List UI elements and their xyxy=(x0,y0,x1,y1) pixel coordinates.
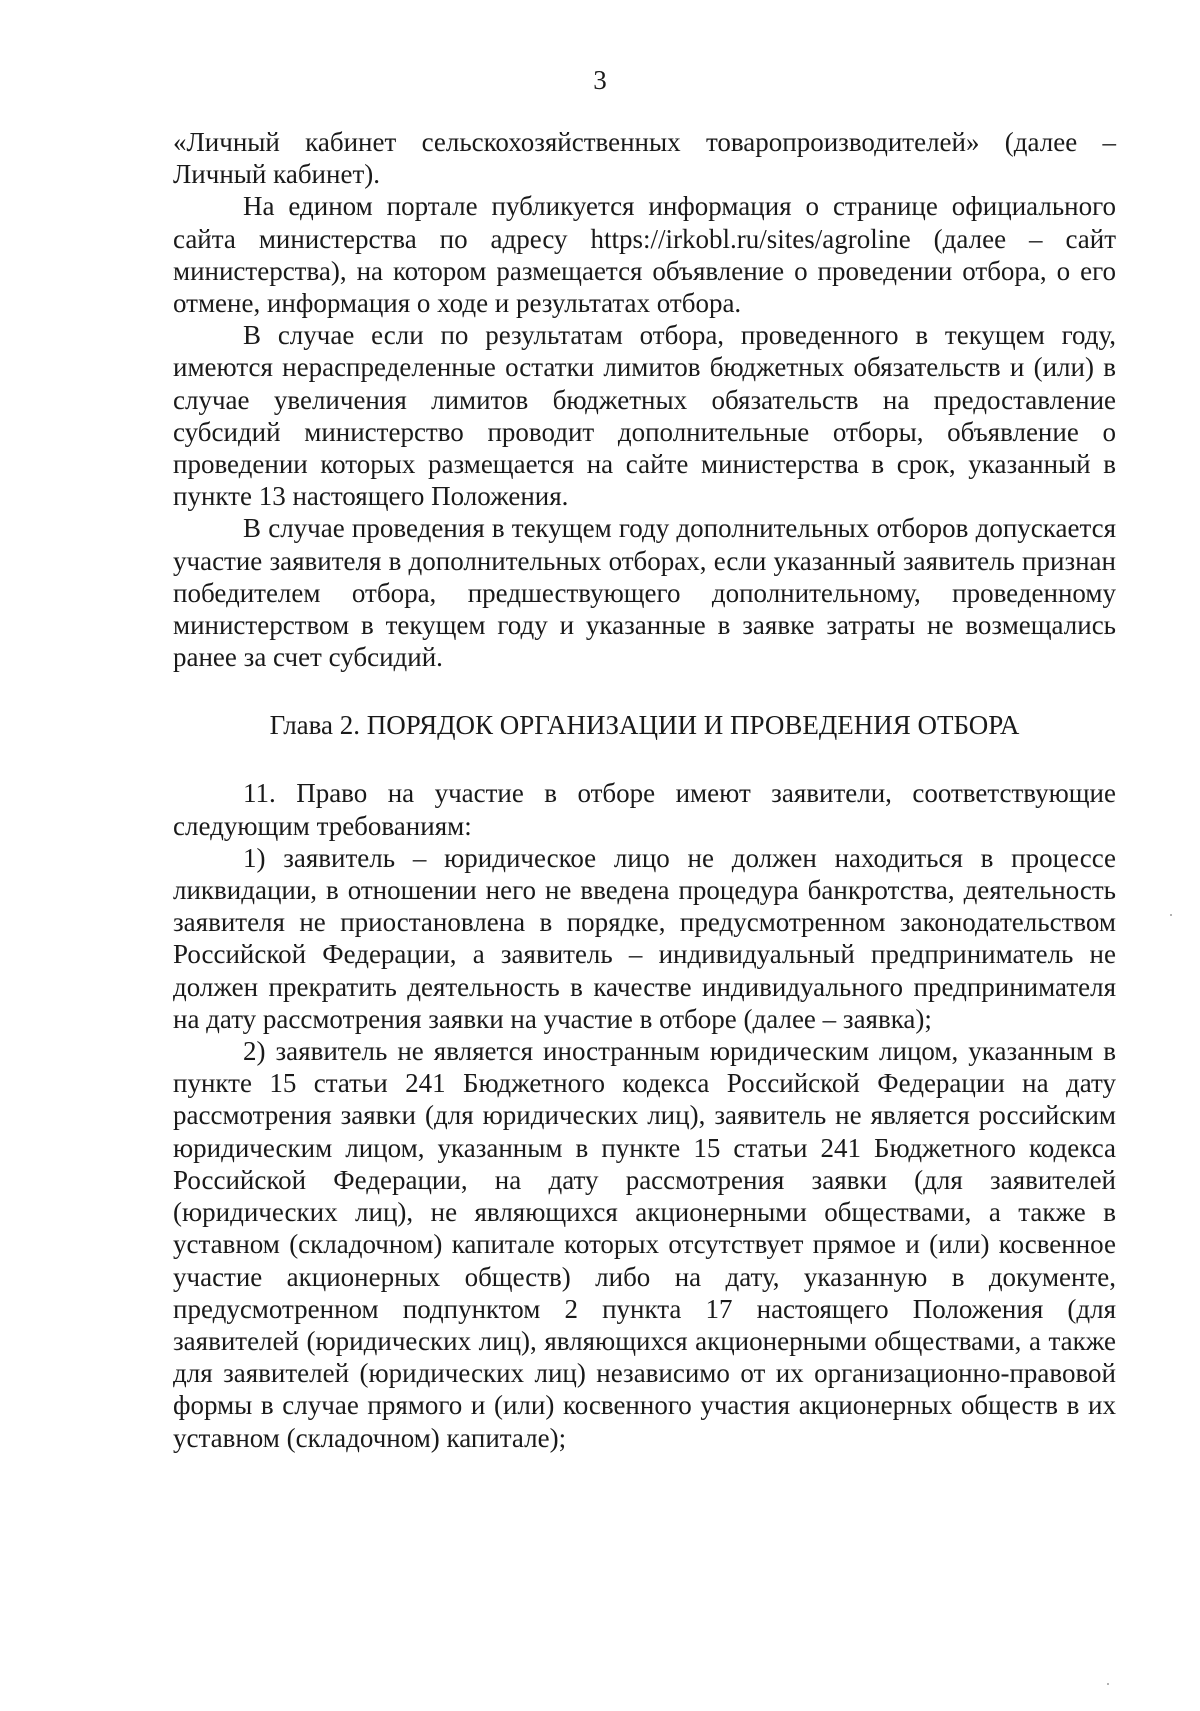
paragraph-participation: В случае проведения в текущем году дополнительных отборов допускается участие заявителя в дополнительных отборах, если указанный заявитель признан победителем отбора, предшествующего дополнительному, проведенному министерством в текущем году и указанные в заявке затраты не возмещались ранее за счет субсидий. xyxy=(173,513,1116,673)
scan-speck xyxy=(1170,914,1172,916)
paragraph-item-11: 11. Право на участие в отборе имеют заявители, соответствующие следующим требованиям: xyxy=(173,778,1116,841)
chapter-title: Глава 2. ПОРЯДОК ОРГАНИЗАЦИИ И ПРОВЕДЕНИЯ ОТБОРА xyxy=(269,710,1020,741)
page-number: 3 xyxy=(593,65,607,95)
paragraph-personal-cabinet: «Личный кабинет сельскохозяйственных товаропроизводителей» (далее – Личный кабинет). xyxy=(173,127,1116,190)
paragraph-subitem-1: 1) заявитель – юридическое лицо не должен находиться в процессе ликвидации, в отношении него не введена процедура банкротства, деятельность заявителя не приостановлена в порядке, предусмотренном законодательством Российской Федерации, а заявитель – индивидуальный предприниматель не должен прекратить деятельность в качестве индивидуального предпринимателя на дату рассмотрения заявки на участие в отборе (далее – заявка); xyxy=(173,842,1116,1034)
paragraph-subitem-2: 2) заявитель не является иностранным юридическим лицом, указанным в пункте 15 статьи 241 Бюджетного кодекса Российской Федерации на дату рассмотрения заявки (для юридических лиц), заявитель не является российским юридическим лицом, указанным в пункте 15 статьи 241 Бюджетного кодекса Российской Федерации, на дату рассмотрения заявки (для заявителей (юридических лиц), не являющихся акционерными обществами, а также в уставном (складочном) капитале которых отсутствует прямое и (или) косвенное участие акционерных обществ) либо на дату, указанную в документе, предусмотренном подпунктом 2 пункта 17 настоящего Положения (для заявителей (юридических лиц), являющихся акционерными обществами, а также для заявителей (юридических лиц) независимо от их организационно-правовой формы в случае прямого и (или) косвенного участия акционерных обществ в их уставном (складочном) капитале); xyxy=(173,1036,1116,1453)
document-body xyxy=(173,126,1116,1454)
paragraph-portal-info: На едином портале публикуется информация о странице официального сайта министерства по адресу https://irkobl.ru/sites/agroline (далее – сайт министерства), на котором размещается объявление о проведении отбора, о его отмене, информация о ходе и результатах отбора. xyxy=(173,191,1116,319)
paragraph-additional-selections: В случае если по результатам отбора, проведенного в текущем году, имеются нераспределенные остатки лимитов бюджетных обязательств и (или) в случае увеличения лимитов бюджетных обязательств на предоставление субсидий министерство проводит дополнительные отборы, объявление о проведении которых размещается на сайте министерства в срок, указанный в пункте 13 настоящего Положения. xyxy=(173,320,1116,512)
scan-speck xyxy=(1107,1683,1109,1685)
